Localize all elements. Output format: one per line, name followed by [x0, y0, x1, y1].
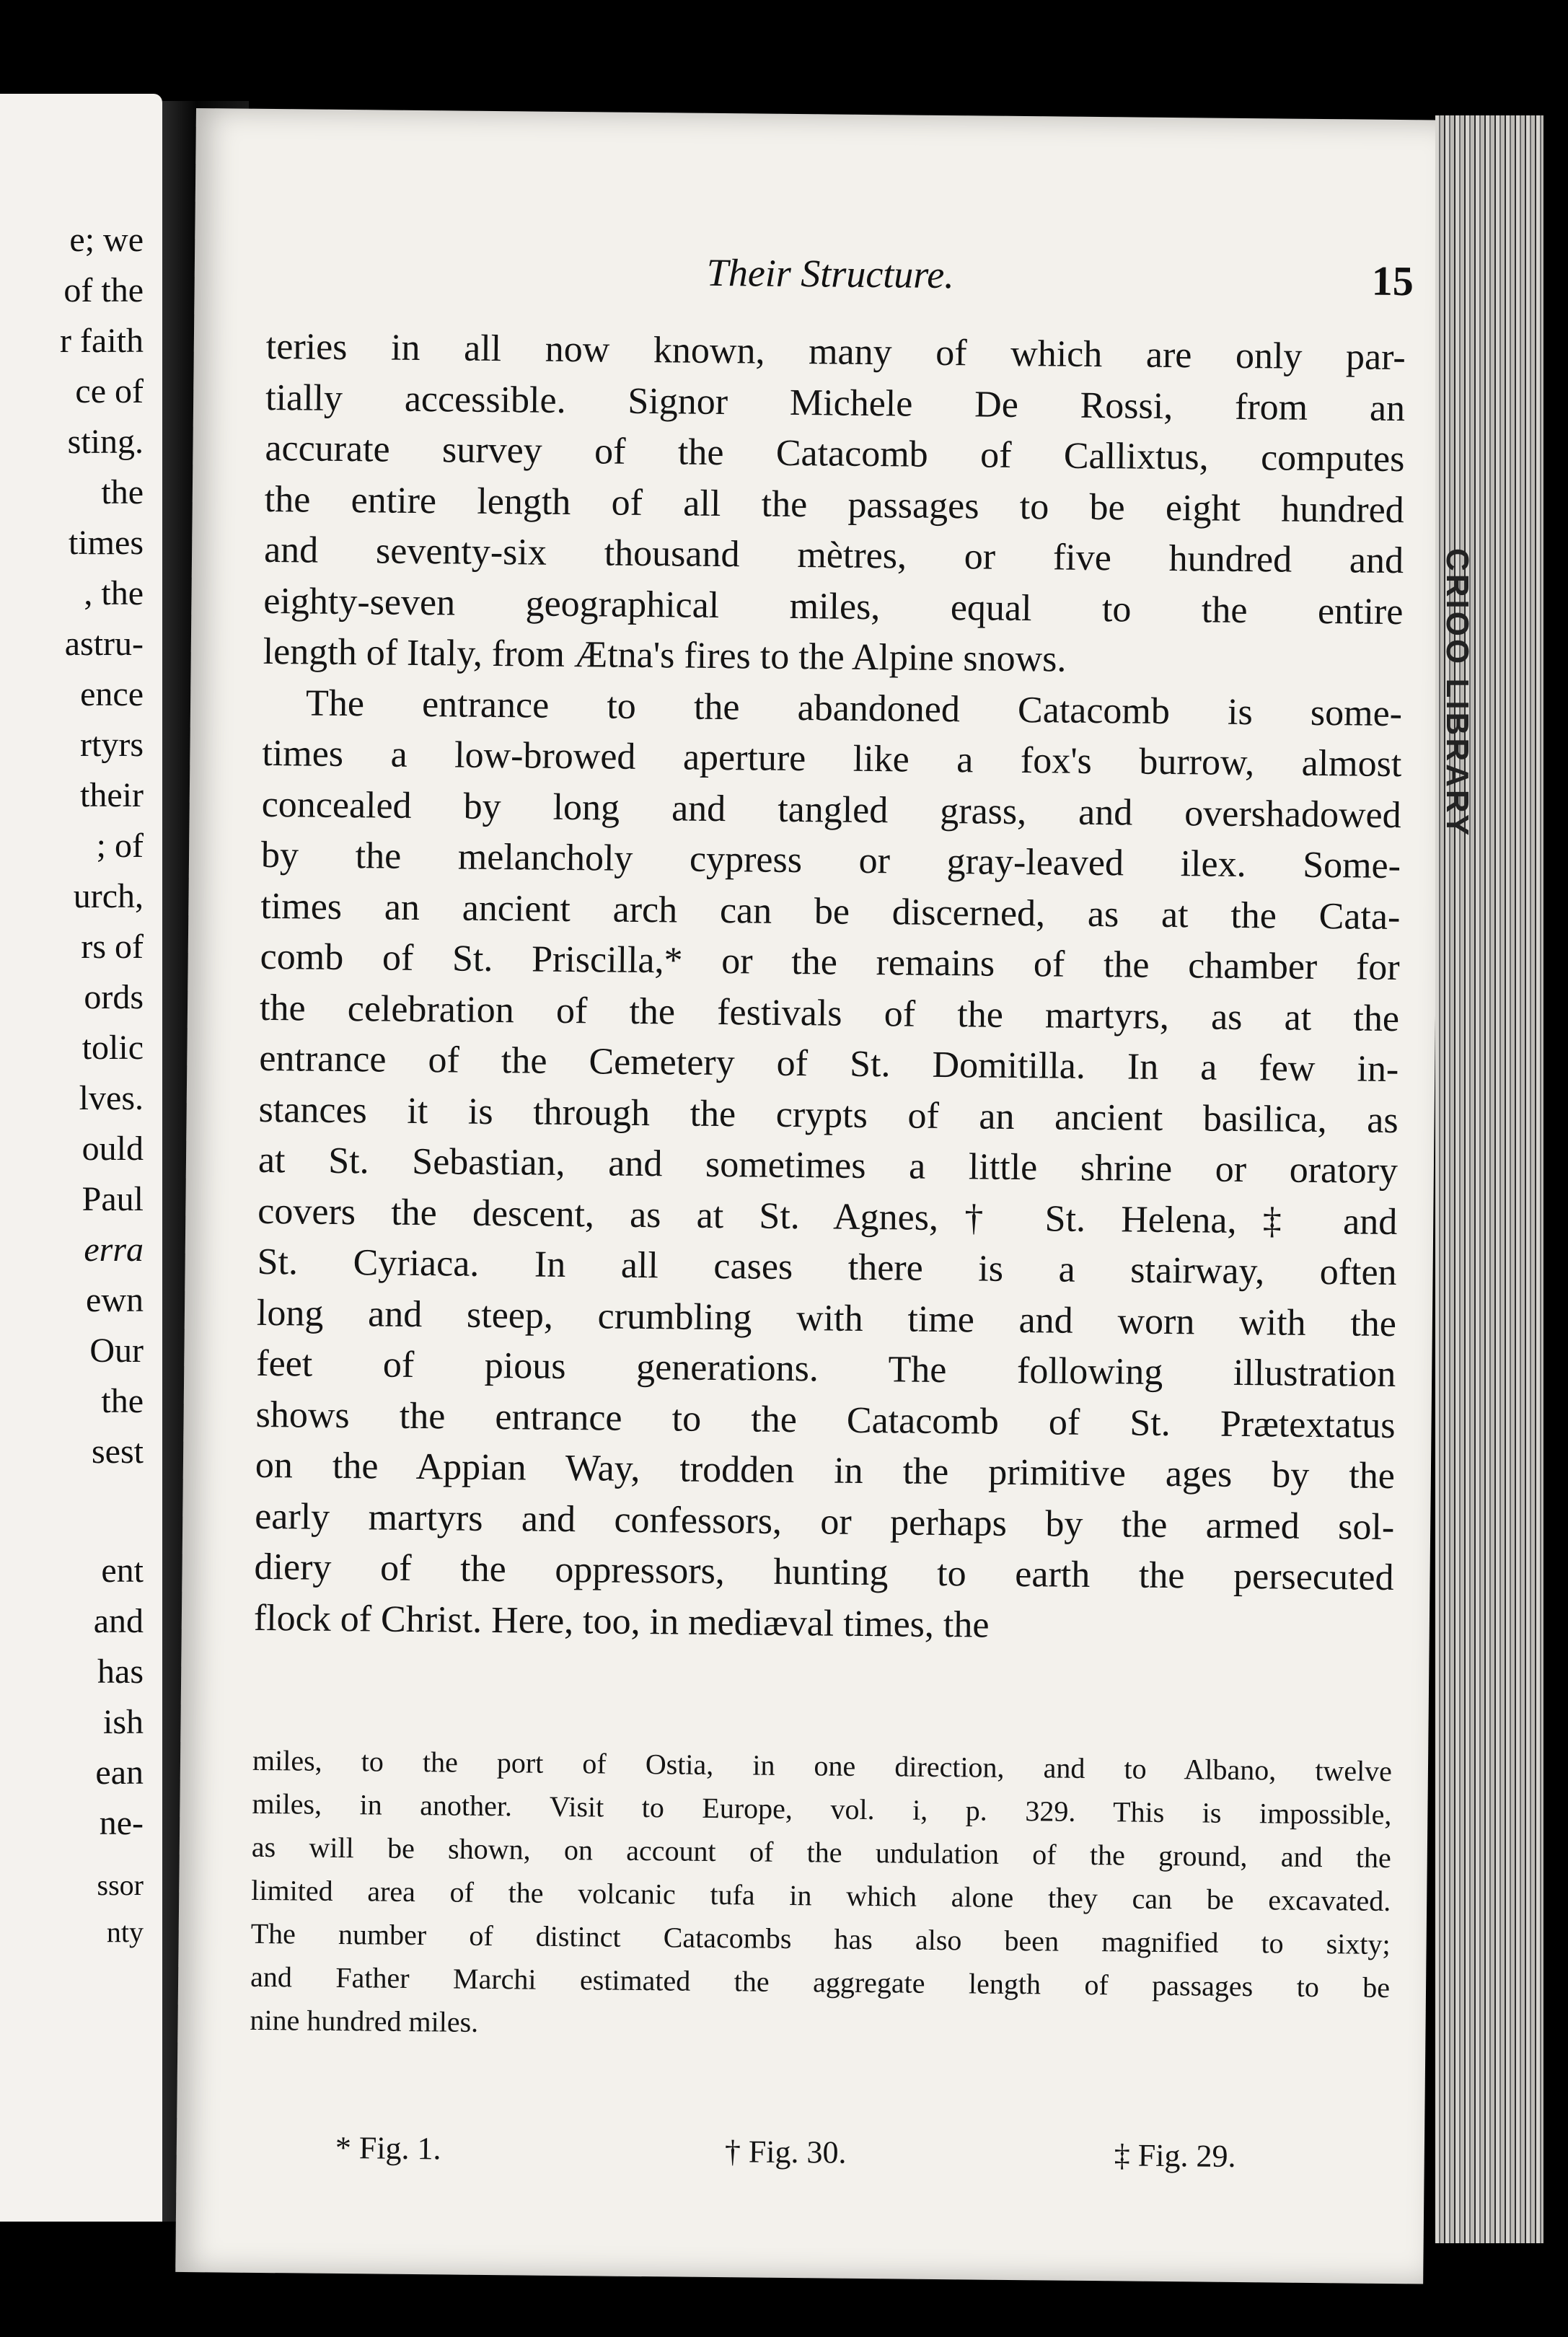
page-fragment: ewn	[86, 1281, 144, 1319]
footnote-line: miles, in another. Visit to Europe, vol. i, p. 329. This is impossible,	[252, 1787, 1392, 1831]
text-line: and seventy-six thousand mètres, or five hundred and	[263, 529, 1404, 582]
text-line: stances it is through the crypts of an ancient basilica, as	[258, 1088, 1399, 1141]
page-header	[273, 246, 1414, 307]
text-line: times a low-browed aperture like a fox's burrow, almost	[262, 732, 1402, 785]
page-fragment: ent	[101, 1552, 144, 1590]
page-fragment: r faith	[60, 322, 144, 360]
figure-ref: * Fig. 1.	[335, 2129, 441, 2167]
page-fragment: ish	[102, 1703, 144, 1741]
text-line: diery of the oppressors, hunting to earth the persecuted	[254, 1546, 1394, 1599]
running-title: Their Structure.	[706, 250, 955, 297]
page-fragment: , the	[84, 574, 144, 612]
page-fragment: tolic	[82, 1029, 144, 1067]
text-line: entrance of the Cemetery of St. Domitilla. In a few in-	[259, 1037, 1399, 1091]
text-line: comb of St. Priscilla,* or the remains of the chamber for	[260, 936, 1400, 989]
page-fragment: ould	[82, 1130, 144, 1168]
text-line: tially accessible. Signor Michele De Rossi, from an	[265, 377, 1406, 429]
body-text	[254, 322, 1406, 1655]
footnote-line: miles, to the port of Ostia, in one direction, and to Albano, twelve	[252, 1743, 1393, 1788]
text-line: times an ancient arch can be discerned, as at the Cata-	[260, 885, 1401, 938]
text-line: length of Italy, from Ætna's fires to the Alpine snows.	[263, 630, 1067, 680]
text-line: long and steep, crumbling with time and worn with the	[256, 1292, 1397, 1344]
page-fragment: ean	[95, 1753, 144, 1792]
text-line: covers the descent, as at St. Agnes,† St. Helena,‡ and	[257, 1190, 1398, 1243]
page-fragment: ; of	[96, 827, 144, 865]
page-fragment: Paul	[82, 1180, 144, 1218]
footnotes	[250, 1739, 1392, 2053]
text-line: The entrance to the abandoned Catacomb is some-	[305, 682, 1403, 734]
page-fragment: erra	[84, 1231, 144, 1269]
text-line: by the melancholy cypress or gray-leaved ilex. Some-	[260, 834, 1401, 887]
text-line: at St. Sebastian, and sometimes a little shrine or oratory	[257, 1139, 1399, 1192]
page-fragment: urch,	[73, 877, 144, 915]
page-fragment: ords	[84, 978, 144, 1016]
page-fragment: Our	[89, 1332, 144, 1370]
page-fragment: rs of	[81, 928, 144, 966]
page-fragment: lves.	[79, 1079, 144, 1117]
footnote-line: and Father Marchi estimated the aggregate length of passages to be	[250, 1960, 1391, 2004]
previous-page	[0, 94, 162, 2222]
figure-ref: ‡ Fig. 29.	[1114, 2137, 1236, 2174]
page-fragment: the	[101, 1382, 144, 1420]
footnote-line: as will be shown, on account of the undulation of the ground, and the	[251, 1830, 1392, 1875]
text-line: St. Cyriaca. In all cases there is a stairway, often	[257, 1241, 1397, 1294]
text-line: teries in all now known, many of which are only par-	[265, 325, 1406, 379]
page-fragment: ce of	[75, 372, 144, 410]
text-line: the celebration of the festivals of the martyrs, as at the	[259, 987, 1400, 1039]
page-fragment: rtyrs	[80, 726, 144, 764]
book-page	[175, 108, 1444, 2284]
text-line: shows the entrance to the Catacomb of St. Prætextatus	[255, 1394, 1396, 1446]
text-line: on the Appian Way, trodden in the primitive ages by the	[255, 1444, 1396, 1497]
figure-ref: † Fig. 30.	[724, 2134, 847, 2170]
text-line: flock of Christ. Here, too, in mediæval times, the	[253, 1597, 990, 1646]
text-line: the entire length of all the passages to be eight hundred	[264, 478, 1405, 531]
figure-references	[248, 2129, 1388, 2190]
footnote-line: limited area of the volcanic tufa in which alone they can be excavated.	[251, 1873, 1391, 1918]
page-number: 15	[1371, 257, 1414, 305]
text-line: feet of pious generations. The following illustration	[256, 1342, 1396, 1396]
page-fragment: their	[80, 776, 144, 814]
text-line: concealed by long and tangled grass, and overshadowed	[261, 783, 1401, 836]
page-fragment: e; we	[69, 221, 144, 259]
library-stamp: CRIOO LIBRARY	[1440, 548, 1475, 839]
footnote-line: nine hundred miles.	[250, 2003, 479, 2038]
text-line: eighty-seven geographical miles, equal to the entire	[263, 580, 1404, 633]
page-fragment: of the	[63, 271, 144, 309]
page-fragment: ence	[80, 675, 144, 713]
footnote-line: The number of distinct Catacombs has also been magnified to sixty;	[250, 1916, 1391, 1961]
page-fragment: sting.	[67, 423, 144, 461]
page-fragment: sest	[92, 1432, 144, 1471]
text-line: early martyrs and confessors, or perhaps by the armed sol-	[254, 1495, 1395, 1548]
page-fragment: and	[93, 1602, 144, 1640]
text-line: accurate survey of the Catacomb of Callixtus, computes	[265, 427, 1405, 480]
page-fragment: astru-	[64, 625, 144, 663]
page-fragment: times	[69, 524, 144, 562]
page-fragment: has	[97, 1652, 144, 1691]
page-fragment: ne-	[99, 1804, 144, 1842]
page-fragment: nty	[106, 1916, 144, 1948]
page-fragment: ssor	[97, 1869, 144, 1901]
page-fragment: the	[101, 473, 144, 511]
